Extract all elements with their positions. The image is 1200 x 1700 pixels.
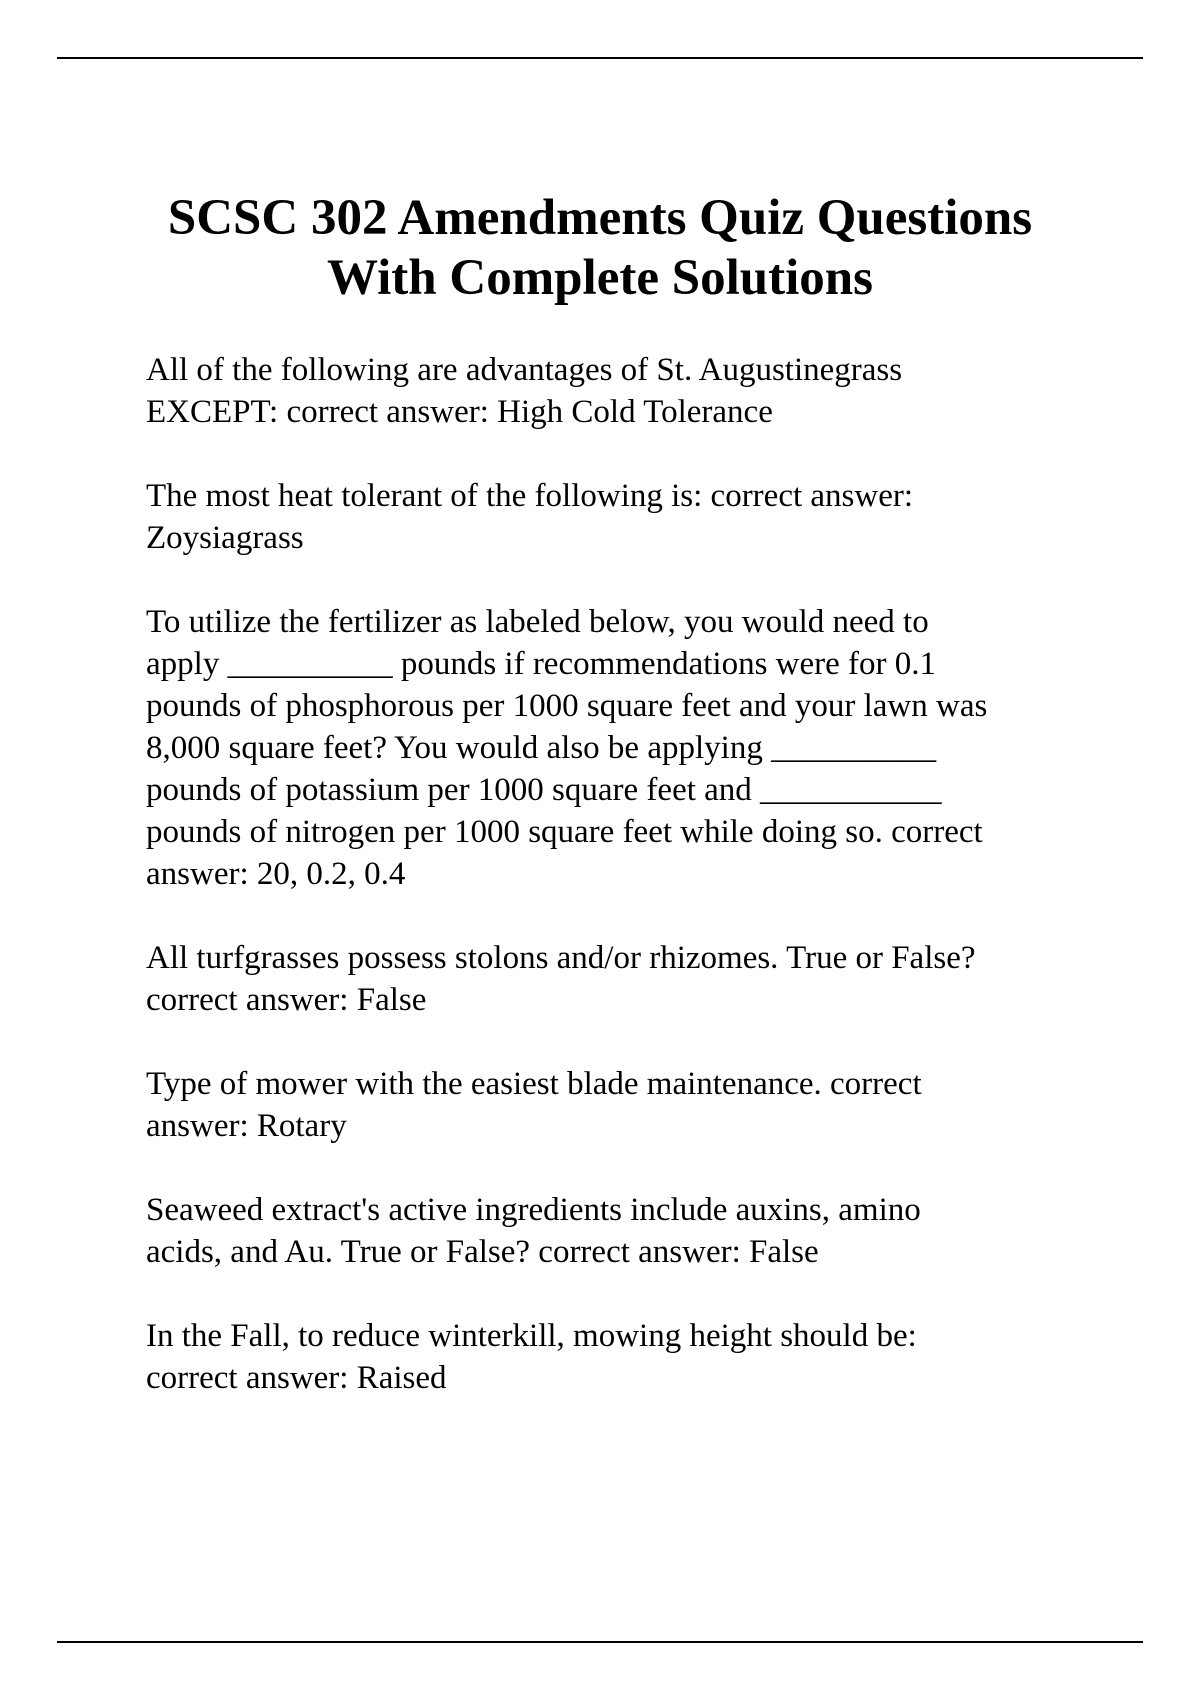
question-item [146,937,1086,1021]
title-line: SCSC 302 Amendments Quiz Questions [167,190,1033,246]
question-item [146,1189,1086,1273]
question-text-line: All of the following are advantages of St. Augustinegrass [146,352,903,388]
question-item [146,475,1086,559]
question-item [146,1063,1086,1147]
question-item [146,1315,1086,1399]
question-text-line: correct answer: False [146,982,427,1018]
document-title [100,188,1100,308]
footer-rule [57,1641,1143,1643]
title-line: With Complete Solutions [327,250,873,306]
question-text-line: correct answer: Raised [146,1360,447,1396]
question-text-line: In the Fall, to reduce winterkill, mowing height should be: [146,1318,917,1354]
question-text-line: Zoysiagrass [146,520,304,556]
question-text-line: pounds of phosphorous per 1000 square feet and your lawn was [146,688,988,724]
question-text-line: pounds of potassium per 1000 square feet and ___________ [146,772,942,808]
question-text-line: acids, and Au. True or False? correct answer: False [146,1234,819,1270]
question-text-line: Seaweed extract's active ingredients include auxins, amino [146,1192,921,1228]
question-text-line: 8,000 square feet? You would also be applying __________ [146,730,937,766]
question-text-line: pounds of nitrogen per 1000 square feet while doing so. correct [146,814,983,850]
question-text-line: The most heat tolerant of the following is: correct answer: [146,478,914,514]
question-item [146,601,1086,895]
question-text-line: answer: Rotary [146,1108,347,1144]
question-text-line: answer: 20, 0.2, 0.4 [146,856,406,892]
question-text-line: To utilize the fertilizer as labeled below, you would need to [146,604,929,640]
question-item [146,349,1086,433]
question-text-line: All turfgrasses possess stolons and/or rhizomes. True or False? [146,940,976,976]
header-rule [57,57,1143,59]
question-text-line: apply __________ pounds if recommendations were for 0.1 [146,646,937,682]
question-text-line: EXCEPT: correct answer: High Cold Tolerance [146,394,773,430]
question-list [146,349,1086,1441]
question-text-line: Type of mower with the easiest blade maintenance. correct [146,1066,922,1102]
